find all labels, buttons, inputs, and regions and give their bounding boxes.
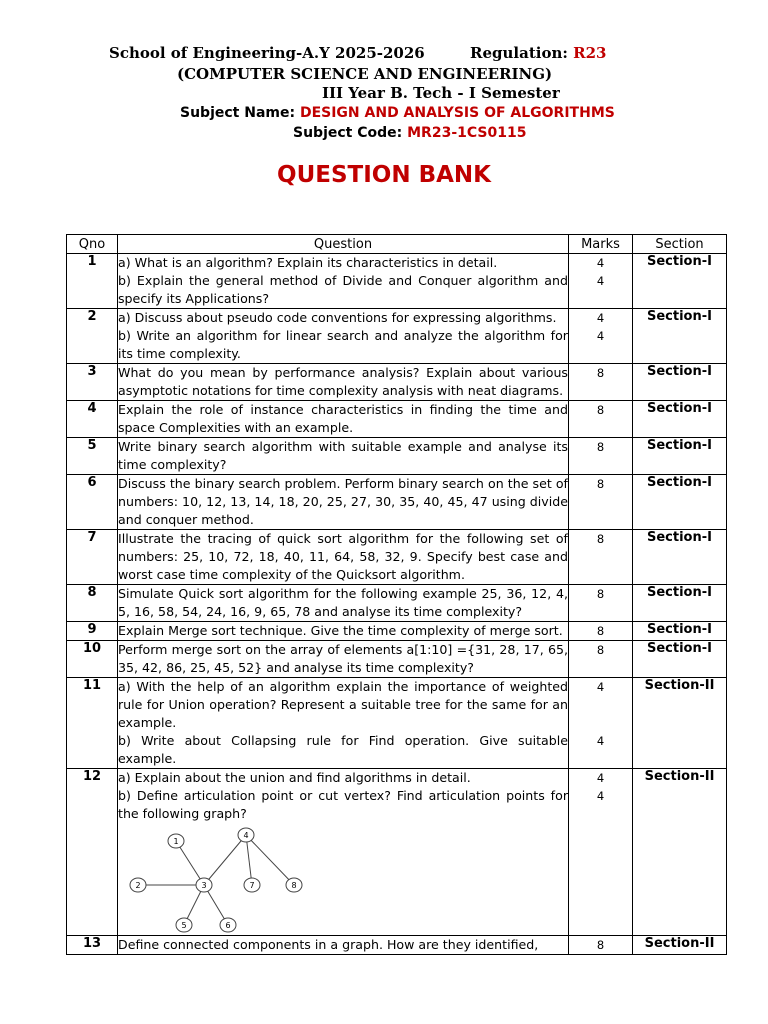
question-number: 13: [67, 936, 118, 955]
marks-value: 4: [596, 771, 605, 785]
question-number: 7: [67, 530, 118, 585]
marks-cell: [569, 641, 633, 678]
question-text-cell: [118, 309, 569, 364]
question-part: b) Write an algorithm for linear search and analyze the algorithm for its time complexity.: [118, 328, 568, 361]
marks-value: 4: [596, 734, 605, 748]
table-row: [67, 438, 727, 475]
marks-value: 4: [596, 311, 605, 325]
column-header-section: Section: [633, 235, 727, 254]
section-cell: Section-I: [633, 530, 727, 585]
graph-node-label: 1: [173, 837, 179, 846]
marks-value: 4: [596, 274, 605, 288]
table-row: [67, 309, 727, 364]
subject-name-line: [180, 105, 615, 121]
marks-value: 4: [596, 329, 605, 343]
question-part: Write binary search algorithm with suitable example and analyse its time complexity?: [118, 439, 568, 472]
question-part: Simulate Quick sort algorithm for the following example 25, 36, 12, 4, 5, 16, 58, 54, 24, 16, 9, 65, 78 and analyse its time complexity?: [118, 586, 568, 619]
table-row: [67, 530, 727, 585]
question-number: 11: [67, 678, 118, 769]
table-row: [67, 641, 727, 678]
question-number: 1: [67, 254, 118, 309]
marks-value: 8: [596, 477, 605, 491]
marks-cell: [569, 530, 633, 585]
marks-cell: [569, 309, 633, 364]
regulation-line: [470, 44, 606, 62]
marks-value: 8: [596, 938, 605, 952]
school-line: [109, 44, 425, 62]
marks-cell: [569, 401, 633, 438]
question-part: Perform merge sort on the array of elements a[1:10] ={31, 28, 17, 65, 35, 42, 86, 25, 45, 52} and analyse its time complexity?: [118, 642, 568, 675]
subject-code-line: [293, 125, 526, 141]
marks-value: 8: [596, 532, 605, 546]
section-cell: Section-II: [633, 769, 727, 936]
question-part: b) Define articulation point or cut vertex? Find articulation points for the following graph?: [118, 788, 568, 821]
subject-code-label: Subject Code:: [293, 125, 403, 141]
section-cell: Section-I: [633, 641, 727, 678]
marks-cell: [569, 678, 633, 769]
marks-value: 8: [596, 643, 605, 657]
graph-node-label: 5: [181, 921, 187, 930]
table-row: [67, 475, 727, 530]
page-title: QUESTION BANK: [277, 162, 491, 188]
marks-value: 8: [596, 624, 605, 638]
question-part: What do you mean by performance analysis? Explain about various asymptotic notations for time complexity analysis with neat diagrams.: [118, 365, 568, 398]
question-text-cell: [118, 769, 569, 936]
section-cell: Section-I: [633, 401, 727, 438]
question-part: Explain the role of instance characteristics in finding the time and space Complexities with an example.: [118, 402, 568, 435]
section-cell: Section-I: [633, 585, 727, 622]
graph-node-label: 4: [243, 831, 249, 840]
department-line: (COMPUTER SCIENCE AND ENGINEERING): [177, 65, 553, 83]
table-row: [67, 585, 727, 622]
marks-value: 8: [596, 403, 605, 417]
question-text-cell: [118, 641, 569, 678]
graph-node-label: 2: [135, 881, 141, 890]
table-header-row: [67, 235, 727, 254]
articulation-graph-diagram: [122, 827, 312, 935]
section-cell: Section-I: [633, 364, 727, 401]
section-cell: Section-I: [633, 438, 727, 475]
question-number: 12: [67, 769, 118, 936]
section-cell: Section-I: [633, 475, 727, 530]
question-part: a) Explain about the union and find algorithms in detail.: [118, 770, 471, 785]
section-cell: Section-II: [633, 936, 727, 955]
table-row: [67, 364, 727, 401]
question-number: 6: [67, 475, 118, 530]
table-row: [67, 936, 727, 955]
question-text-cell: [118, 475, 569, 530]
marks-value: 8: [596, 366, 605, 380]
question-part: b) Explain the general method of Divide and Conquer algorithm and specify its Applications?: [118, 273, 568, 306]
question-text-cell: [118, 622, 569, 641]
section-cell: Section-I: [633, 309, 727, 364]
school-name: School of Engineering-A.Y 2025-2026: [109, 44, 425, 62]
question-part: a) What is an algorithm? Explain its characteristics in detail.: [118, 255, 498, 270]
marks-value: 8: [596, 587, 605, 601]
question-part: Explain Merge sort technique. Give the time complexity of merge sort.: [118, 623, 563, 638]
marks-value: 4: [596, 789, 605, 803]
graph-node-label: 7: [249, 881, 255, 890]
column-header-marks: Marks: [569, 235, 633, 254]
marks-cell: [569, 254, 633, 309]
graph-edge: [176, 841, 204, 885]
table-row: [67, 678, 727, 769]
marks-cell: [569, 936, 633, 955]
question-text-cell: [118, 530, 569, 585]
question-number: 10: [67, 641, 118, 678]
marks-cell: [569, 585, 633, 622]
regulation-label: Regulation:: [470, 44, 568, 62]
marks-cell: [569, 622, 633, 641]
question-number: 8: [67, 585, 118, 622]
marks-cell: [569, 475, 633, 530]
subject-code-value: MR23-1CS0115: [407, 125, 527, 141]
question-text-cell: [118, 438, 569, 475]
question-text-cell: [118, 678, 569, 769]
question-number: 2: [67, 309, 118, 364]
graph-node-label: 6: [225, 921, 231, 930]
subject-name-label: Subject Name:: [180, 105, 296, 121]
column-header-question: Question: [118, 235, 569, 254]
section-cell: Section-I: [633, 622, 727, 641]
table-row: [67, 622, 727, 641]
marks-value: 4: [596, 680, 605, 694]
column-header-qno: Qno: [67, 235, 118, 254]
subject-name-value: DESIGN AND ANALYSIS OF ALGORITHMS: [299, 105, 615, 121]
question-part: Discuss the binary search problem. Perform binary search on the set of numbers: 10, 12, 13, 14, 18, 20, 25, 27, 30, 35, 40, 45, 47 using divide and conquer method.: [118, 476, 568, 527]
marks-cell: [569, 364, 633, 401]
question-part: Define connected components in a graph. How are they identified,: [118, 937, 539, 952]
question-text-cell: [118, 585, 569, 622]
question-text-cell: [118, 364, 569, 401]
table-body: [67, 254, 727, 955]
question-number: 3: [67, 364, 118, 401]
question-text-cell: [118, 936, 569, 955]
graph-node-label: 8: [291, 881, 297, 890]
question-text-cell: [118, 254, 569, 309]
year-semester-line: III Year B. Tech - I Semester: [322, 84, 560, 102]
question-bank-table: [66, 234, 727, 955]
question-part: Illustrate the tracing of quick sort algorithm for the following set of numbers: 25, 10, 72, 18, 40, 11, 64, 58, 32, 9. Specify best case and worst case time complexity of the Quicksort algorithm.: [118, 531, 568, 582]
question-part: b) Write about Collapsing rule for Find operation. Give suitable example.: [118, 733, 568, 766]
question-part: a) Discuss about pseudo code conventions for expressing algorithms.: [118, 310, 557, 325]
marks-value: 8: [596, 440, 605, 454]
question-text-cell: [118, 401, 569, 438]
graph-edge: [204, 835, 246, 885]
graph-edge: [246, 835, 294, 885]
marks-cell: [569, 769, 633, 936]
marks-value: 4: [596, 256, 605, 270]
question-number: 4: [67, 401, 118, 438]
table-row: [67, 769, 727, 936]
question-number: 5: [67, 438, 118, 475]
question-number: 9: [67, 622, 118, 641]
graph-edge: [246, 835, 252, 885]
table-row: [67, 401, 727, 438]
marks-cell: [569, 438, 633, 475]
question-part: a) With the help of an algorithm explain the importance of weighted rule for Union operation? Represent a suitable tree for the same for an example.: [118, 679, 568, 730]
table-row: [67, 254, 727, 309]
regulation-value: R23: [573, 44, 607, 62]
section-cell: Section-II: [633, 678, 727, 769]
graph-node-label: 3: [201, 881, 207, 890]
section-cell: Section-I: [633, 254, 727, 309]
